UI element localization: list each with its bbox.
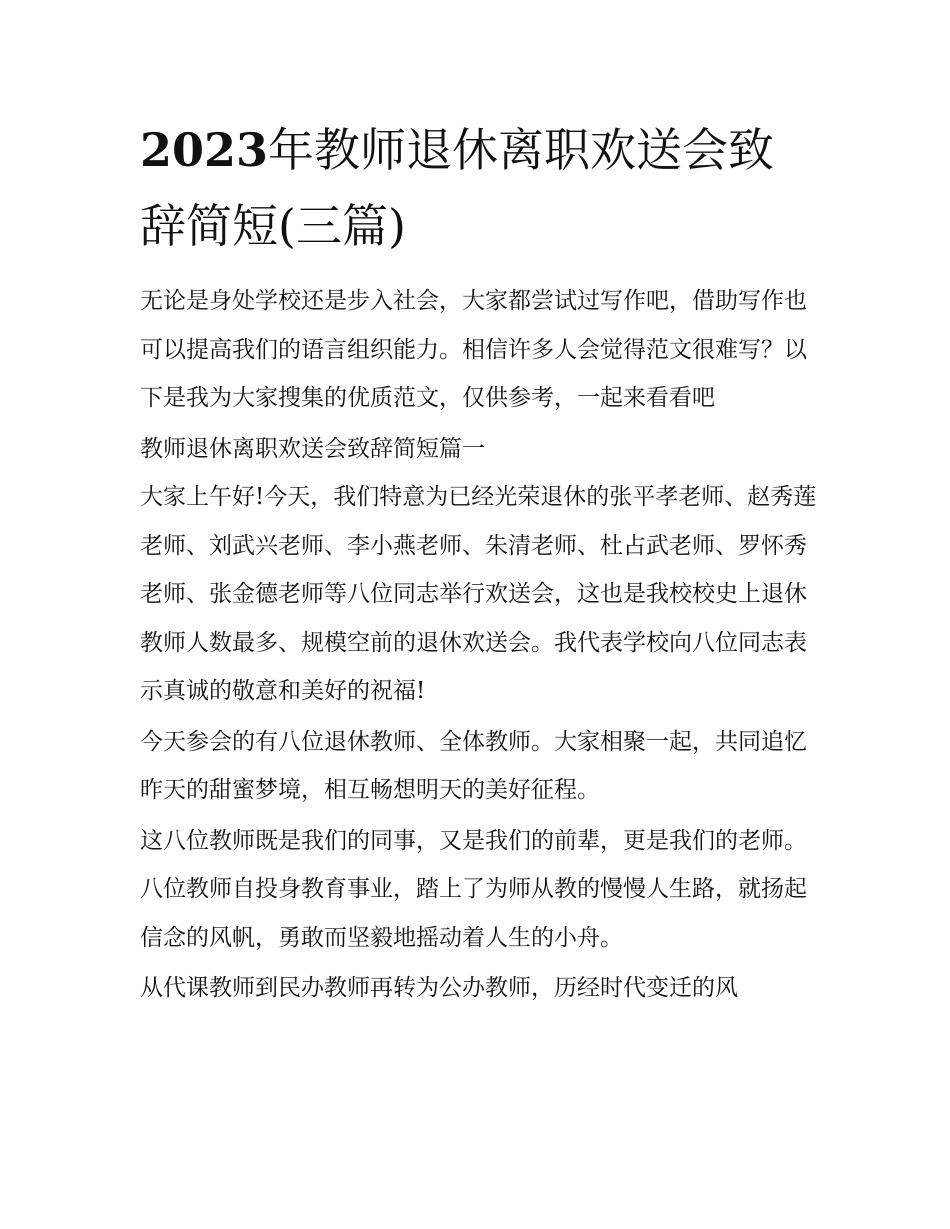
document-body xyxy=(140,277,820,1015)
body-paragraph: 大家上午好!今天，我们特意为已经光荣退休的张平孝老师、赵秀莲老师、刘武兴老师、李小燕老师、朱清老师、杜占武老师、罗怀秀老师、张金德老师等八位同志举行欢送会，这也是我校校史上退休教师人数最多、规模空前的退休欢送会。我代表学校向八位同志表示真诚的敬意和美好的祝福! xyxy=(140,484,817,704)
body-paragraph: 从代课教师到民办教师再转为公办教师，历经时代变迁的风 xyxy=(140,975,738,1001)
document-title xyxy=(140,112,820,264)
section-heading: 教师退休离职欢送会致辞简短篇一 xyxy=(140,435,485,462)
title-year: 2023 xyxy=(140,123,269,177)
body-paragraph: 这八位教师既是我们的同事，又是我们的前辈，更是我们的老师。八位教师自投身教育事业，踏上了为师从教的慢慢人生路，就扬起信念的风帆，勇敢而坚毅地摇动着人生的小舟。 xyxy=(140,827,807,951)
body-paragraph: 今天参会的有八位退休教师、全体教师。大家相聚一起，共同追忆昨天的甜蜜梦境，相互畅想明天的美好征程。 xyxy=(140,728,807,803)
title-text: 年教师退休离职欢送会致辞简短(三篇) xyxy=(140,123,775,253)
intro-paragraph: 无论是身处学校还是步入社会，大家都尝试过写作吧，借助写作也可以提高我们的语言组织能力。相信许多人会觉得范文很难写？以下是我为大家搜集的优质范文，仅供参考，一起来看看吧 xyxy=(140,288,807,411)
